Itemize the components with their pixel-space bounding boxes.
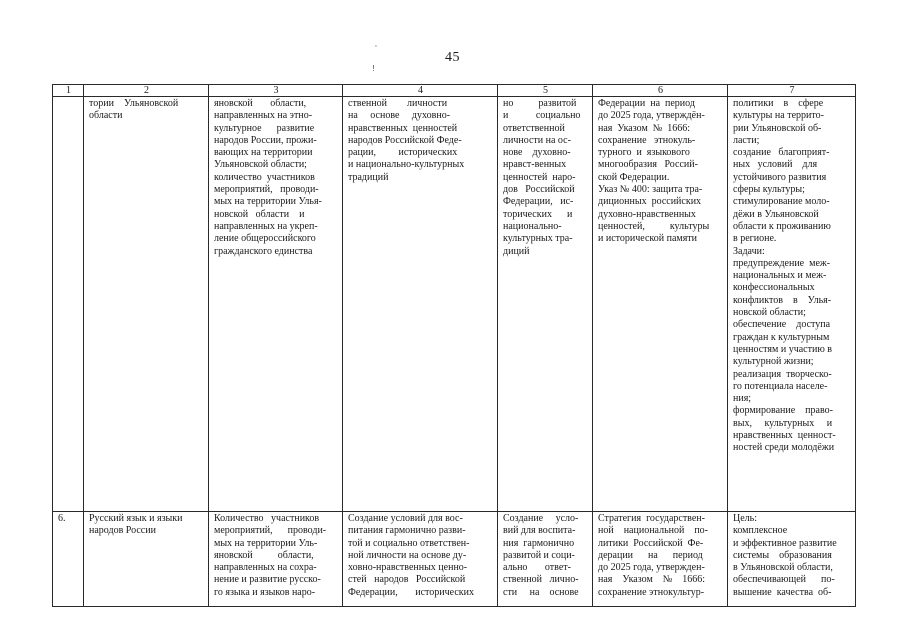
- cell-text-line: до 2025 года, утвержден-: [598, 562, 705, 574]
- cell-text-line: на основе духовно-: [348, 110, 451, 122]
- cell-text-line: ласти;: [733, 134, 760, 146]
- cell-text-line: ной национальной по-: [598, 525, 709, 537]
- cell-text-line: ценностей наро-: [503, 171, 576, 183]
- cell-text-line: народов России: [89, 525, 156, 537]
- cell-text-line: ных условий для: [733, 159, 818, 171]
- cell-text-line: яновской области,: [214, 549, 314, 561]
- cell-text-line: ственной лично-: [503, 574, 579, 586]
- cell-text-line: тории Ульяновской: [89, 98, 179, 109]
- scan-speck: !: [372, 64, 376, 73]
- cell-text-line: области к проживанию: [733, 220, 831, 232]
- cell-text-line: ственной личности: [348, 98, 448, 109]
- cell-text-line: и исторической памяти: [598, 233, 698, 245]
- cell-text-line: Цель:: [733, 513, 757, 524]
- page-number: 45: [445, 50, 460, 65]
- strategy-cell: [593, 97, 728, 512]
- cell-text-line: Указ № 400: защита тра-: [598, 184, 703, 196]
- cell-text-line: традиций: [348, 171, 389, 183]
- cell-text-line: мероприятий, проводи-: [214, 525, 327, 537]
- cell-text-line: вых, культурных и: [733, 417, 833, 429]
- cell-text-line: формирование право-: [733, 405, 833, 417]
- goal-cell: [343, 97, 498, 512]
- cell-text-line: ской Федерации.: [598, 171, 670, 183]
- cell-text-line: Федерации, ис-: [503, 196, 574, 208]
- cell-text-line: реализация творческо-: [733, 368, 832, 380]
- cell-text-line: ценностям и участию в: [733, 343, 833, 355]
- cell-text-line: системы образования: [733, 549, 832, 561]
- cell-text-line: многообразия Россий-: [598, 159, 698, 171]
- cell-text-line: ния гармонично: [503, 537, 575, 549]
- cell-text-line: гражданского единства: [214, 245, 313, 257]
- cell-text-line: нение и развитие русско-: [214, 574, 321, 586]
- cell-text-line: культурной жизни;: [733, 356, 814, 368]
- cell-text-line: дов Российской: [503, 184, 575, 196]
- cell-text-line: рации, исторических: [348, 147, 458, 159]
- cell-text-line: мых на территории Улья-: [214, 196, 322, 208]
- column-number: 2: [84, 85, 209, 97]
- cell-text-line: нравственных ценностей: [348, 122, 458, 134]
- column-number: 5: [498, 85, 593, 97]
- cell-text-line: национальных и меж-: [733, 270, 827, 282]
- cell-text-line: ная Указом № 1666:: [598, 122, 691, 134]
- cell-text-line: культуры на террито-: [733, 110, 824, 122]
- cell-text-line: и национально-культурных: [348, 159, 465, 171]
- cell-text-line: мых на территории Уль-: [214, 537, 318, 549]
- cell-text-line: сохранение этнокуль-: [598, 134, 696, 146]
- goal-cell: [343, 512, 498, 607]
- row-number: 6.: [58, 513, 66, 524]
- cell-text-line: дёжи в Ульяновской: [733, 208, 819, 220]
- cell-text-line: конфессиональных: [733, 282, 815, 294]
- row-number-cell: [53, 97, 84, 512]
- cell-text-line: народов Российской Феде-: [348, 134, 462, 146]
- cell-text-line: до 2025 года, утверждён-: [598, 110, 705, 122]
- strategy-cell: [593, 512, 728, 607]
- cell-text-line: граждан к культурным: [733, 331, 830, 343]
- cell-text-line: создание благоприят-: [733, 147, 830, 159]
- cell-text-line: Создание усло-: [503, 513, 579, 524]
- cell-text-line: вий для воспита-: [503, 525, 576, 537]
- cell-text-line: сферы культуры;: [733, 184, 805, 196]
- section-name-cell: [84, 97, 209, 512]
- cell-text-line: ховно-нравственных ценно-: [348, 562, 468, 574]
- cell-text-line: направленных на укреп-: [214, 220, 318, 232]
- cell-text-line: сохранение этнокультур-: [598, 586, 705, 598]
- section-name-cell: [84, 512, 209, 607]
- cell-text-line: в Ульяновской области,: [733, 562, 833, 574]
- cell-text-line: питания гармонично разви-: [348, 525, 466, 537]
- cell-text-line: ная Указом № 1666:: [598, 574, 706, 586]
- cell-text-line: сти на основе: [503, 586, 579, 598]
- cell-text-line: турного и языкового: [598, 147, 690, 159]
- cell-text-line: нове духовно-: [503, 147, 571, 159]
- tasks-cell: [728, 97, 856, 512]
- cell-text-line: Ульяновской области;: [214, 159, 307, 171]
- cell-text-line: ния;: [733, 393, 752, 405]
- cell-text-line: нравственных ценност-: [733, 430, 836, 442]
- cell-text-line: предупреждение меж-: [733, 257, 831, 269]
- cell-text-line: но развитой: [503, 98, 577, 109]
- cell-text-line: го языка и языков наро-: [214, 586, 316, 598]
- cell-text-line: той и социально ответствен-: [348, 537, 470, 549]
- cell-text-line: торических и: [503, 208, 573, 220]
- cell-text-line: дерации на период: [598, 549, 703, 561]
- cell-text-line: ление общероссийского: [214, 233, 316, 245]
- cell-text-line: новской области;: [733, 307, 806, 319]
- cell-text-line: ностей среди молодёжи: [733, 442, 835, 454]
- cell-text-line: Русский язык и языки: [89, 513, 183, 524]
- cell-text-line: диций: [503, 245, 530, 257]
- cell-text-line: духовно-нравственных: [598, 208, 696, 220]
- cell-text-line: Федерации, исторических: [348, 586, 474, 598]
- cell-text-line: и социально: [503, 110, 581, 122]
- objective-cell: [498, 97, 593, 512]
- cell-text-line: вающих на территории: [214, 147, 313, 159]
- cell-text-line: направленных на сохра-: [214, 562, 317, 574]
- cell-text-line: ально ответ-: [503, 562, 571, 574]
- cell-text-line: ценностей, культуры: [598, 220, 710, 232]
- scan-speck: ': [375, 44, 377, 52]
- column-number: 4: [343, 85, 498, 97]
- cell-text-line: области: [89, 110, 123, 122]
- cell-text-line: Задачи:: [733, 245, 765, 257]
- cell-text-line: ной личности на основе ду-: [348, 549, 467, 561]
- cell-text-line: комплексное: [733, 525, 788, 537]
- cell-text-line: обеспечение доступа: [733, 319, 831, 331]
- cell-text-line: Федерации на период: [598, 98, 695, 109]
- cell-text-line: в регионе.: [733, 233, 777, 245]
- column-number: 7: [728, 85, 856, 97]
- cell-text-line: новской области и: [214, 208, 305, 220]
- column-number: 3: [209, 85, 343, 97]
- cell-text-line: личности на ос-: [503, 134, 571, 146]
- objective-cell: [498, 512, 593, 607]
- cell-text-line: стимулирование моло-: [733, 196, 830, 208]
- cell-text-line: мероприятий, проводи-: [214, 184, 319, 196]
- cell-text-line: Стратегия государствен-: [598, 513, 705, 524]
- cell-text-line: национально-: [503, 220, 562, 232]
- indicator-cell: [209, 512, 343, 607]
- cell-text-line: яновской области,: [214, 98, 307, 109]
- cell-text-line: рии Ульяновской об-: [733, 122, 822, 134]
- cell-text-line: и эффективное развитие: [733, 537, 837, 549]
- cell-text-line: Создание условий для вос-: [348, 513, 463, 524]
- table-row: [53, 512, 856, 607]
- cell-text-line: обеспечивающей по-: [733, 574, 835, 586]
- cell-text-line: вышение качества об-: [733, 586, 832, 598]
- indicator-cell: [209, 97, 343, 512]
- column-number: 6: [593, 85, 728, 97]
- cell-text-line: развитой и соци-: [503, 549, 575, 561]
- column-number-row: [53, 85, 856, 97]
- row-number-cell: [53, 512, 84, 607]
- cell-text-line: литики Российской Фе-: [598, 537, 704, 549]
- cell-text-line: го потенциала населе-: [733, 380, 828, 392]
- cell-text-line: политики в сфере: [733, 98, 824, 109]
- cell-text-line: ответственной: [503, 122, 565, 134]
- table-row: [53, 97, 856, 512]
- tasks-cell: [728, 512, 856, 607]
- cell-text-line: диционных российских: [598, 196, 702, 208]
- cell-text-line: направленных на этно-: [214, 110, 313, 122]
- cell-text-line: Количество участников: [214, 513, 320, 524]
- cell-text-line: конфликтов в Улья-: [733, 294, 832, 306]
- cell-text-line: стей народов Российской: [348, 574, 466, 586]
- column-number: 1: [53, 85, 84, 97]
- cell-text-line: культурных тра-: [503, 233, 573, 245]
- cell-text-line: народов России, прожи-: [214, 134, 317, 146]
- cell-text-line: количество участников: [214, 171, 315, 183]
- cell-text-line: устойчивого развития: [733, 171, 827, 183]
- cell-text-line: нравст-венных: [503, 159, 567, 171]
- cell-text-line: культурное развитие: [214, 122, 315, 134]
- document-table: [52, 84, 856, 607]
